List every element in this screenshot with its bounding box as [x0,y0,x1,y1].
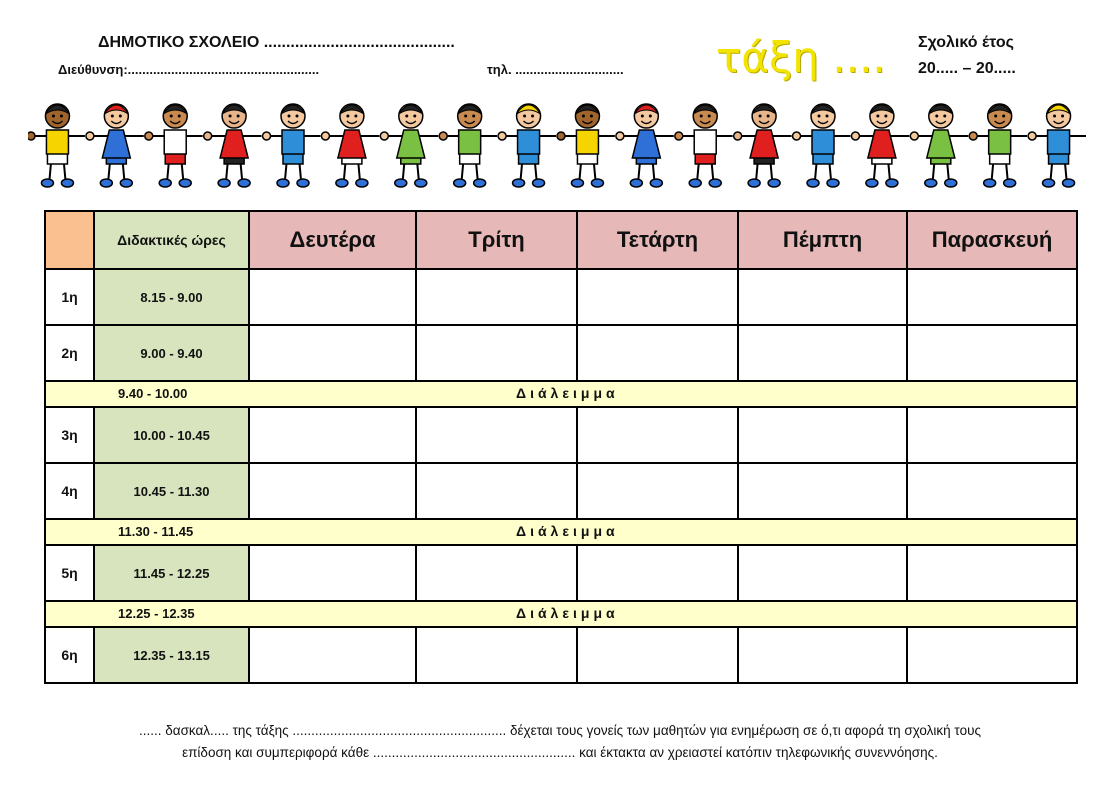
children-holding-hands-icon [28,96,1088,196]
lesson-cell [416,627,577,683]
child-figure-icon [498,104,556,187]
lesson-cell [249,269,416,325]
child-figure-icon [204,104,262,187]
lesson-cell [738,627,907,683]
lesson-cell [249,627,416,683]
child-figure-icon [439,104,497,187]
lesson-cell [577,463,738,519]
break-row [45,381,1077,407]
address-line: Διεύθυνση:..................................................... [58,62,320,77]
break-label: Διάλειμμα [516,523,619,539]
child-figure-icon [969,104,1027,187]
lesson-cell [416,325,577,381]
table-row [45,463,1077,519]
period-time: 10.45 - 11.30 [94,463,249,519]
lesson-cell [249,463,416,519]
lesson-cell [577,627,738,683]
footer-line-1: ...... δασκαλ..... της τάξης ......................................................... δέχεται τους γονείς των μαθητών για ενημέρωση σε ό,τι αφορά τη σχολική τους [139,723,981,738]
school-line: ΔΗΜΟΤΙΚΟ ΣΧΟΛΕΙΟ ........................................... [98,34,455,51]
period-number: 6η [45,627,94,683]
footer-note [30,720,1090,764]
period-number: 3η [45,407,94,463]
footer-line-2: επίδοση και συμπεριφορά κάθε ...................................................... και έκτακτα αν χρειαστεί κατόπιν τηλεφωνικής συνεννόησης. [182,745,938,760]
child-figure-icon [380,104,438,187]
table-row [45,269,1077,325]
day-header-tuesday: Τρίτη [416,211,577,269]
child-figure-icon [28,104,85,187]
lesson-cell [416,407,577,463]
child-figure-icon [675,104,733,187]
period-time: 12.35 - 13.15 [94,627,249,683]
lesson-cell [416,269,577,325]
child-figure-icon [616,104,674,187]
lesson-cell [416,545,577,601]
timetable [44,210,1078,684]
day-header-thursday: Πέμπτη [738,211,907,269]
break-time: 9.40 - 10.00 [118,386,188,401]
lesson-cell [907,545,1077,601]
table-row [45,407,1077,463]
timetable-body [45,269,1077,683]
child-figure-icon [86,104,144,187]
lesson-cell [249,325,416,381]
lesson-cell [738,269,907,325]
break-label: Διάλειμμα [516,605,619,621]
day-header-friday: Παρασκευή [907,211,1077,269]
period-number: 1η [45,269,94,325]
corner-cell [45,211,94,269]
break-label: Διάλειμμα [516,385,619,401]
day-header-wednesday: Τετάρτη [577,211,738,269]
break-row [45,601,1077,627]
lesson-cell [907,463,1077,519]
lesson-cell [577,269,738,325]
child-figure-icon [321,104,379,187]
break-time: 12.25 - 12.35 [118,606,195,621]
class-title: τάξη .... [716,33,886,82]
period-number: 5η [45,545,94,601]
table-row [45,627,1077,683]
child-figure-icon [910,104,968,187]
lesson-cell [738,407,907,463]
period-time: 9.00 - 9.40 [94,325,249,381]
period-number: 2η [45,325,94,381]
hours-header: Διδακτικές ώρες [94,211,249,269]
school-year-value: 20..... – 20..... [918,60,1016,77]
day-header-monday: Δευτέρα [249,211,416,269]
break-time: 11.30 - 11.45 [118,524,194,539]
child-figure-icon [263,104,321,187]
lesson-cell [907,325,1077,381]
break-row [45,519,1077,545]
lesson-cell [907,627,1077,683]
lesson-cell [738,463,907,519]
child-figure-icon [557,104,615,187]
lesson-cell [738,545,907,601]
child-figure-icon [851,104,909,187]
school-year-label: Σχολικό έτος [918,34,1014,51]
lesson-cell [416,463,577,519]
lesson-cell [907,407,1077,463]
lesson-cell [738,325,907,381]
lesson-cell [249,545,416,601]
lesson-cell [577,325,738,381]
child-figure-icon [793,104,851,187]
lesson-cell [577,407,738,463]
period-time: 10.00 - 10.45 [94,407,249,463]
period-time: 11.45 - 12.25 [94,545,249,601]
period-number: 4η [45,463,94,519]
table-row [45,545,1077,601]
lesson-cell [577,545,738,601]
table-row [45,325,1077,381]
lesson-cell [249,407,416,463]
period-time: 8.15 - 9.00 [94,269,249,325]
child-figure-icon [145,104,203,187]
lesson-cell [907,269,1077,325]
child-figure-icon [1028,104,1086,187]
child-figure-icon [734,104,792,187]
phone-line: τηλ. .............................. [487,62,624,77]
